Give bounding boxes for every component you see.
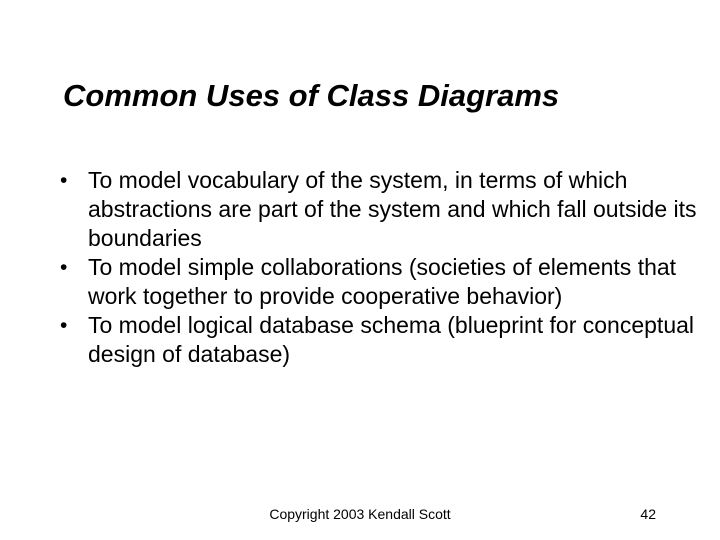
footer-copyright: Copyright 2003 Kendall Scott bbox=[269, 506, 451, 522]
bullet-dot-icon: • bbox=[60, 314, 68, 337]
slide-title: Common Uses of Class Diagrams bbox=[63, 78, 560, 113]
bullet-item-collaborations bbox=[60, 253, 700, 311]
bullet-text: To model vocabulary of the system, in terms of which abstractions are part of the system and which fall outside its boundaries bbox=[88, 167, 697, 251]
bullet-list bbox=[60, 166, 700, 369]
bullet-item-database-schema bbox=[60, 311, 700, 369]
bullet-dot-icon: • bbox=[60, 256, 68, 279]
bullet-text: To model logical database schema (blueprint for conceptual design of database) bbox=[88, 312, 695, 367]
bullet-text: To model simple collaborations (societies of elements that work together to provide cooperative behavior) bbox=[88, 254, 677, 309]
bullet-dot-icon: • bbox=[60, 169, 68, 192]
bullet-item-vocabulary bbox=[60, 166, 700, 253]
page-number: 42 bbox=[640, 506, 656, 522]
